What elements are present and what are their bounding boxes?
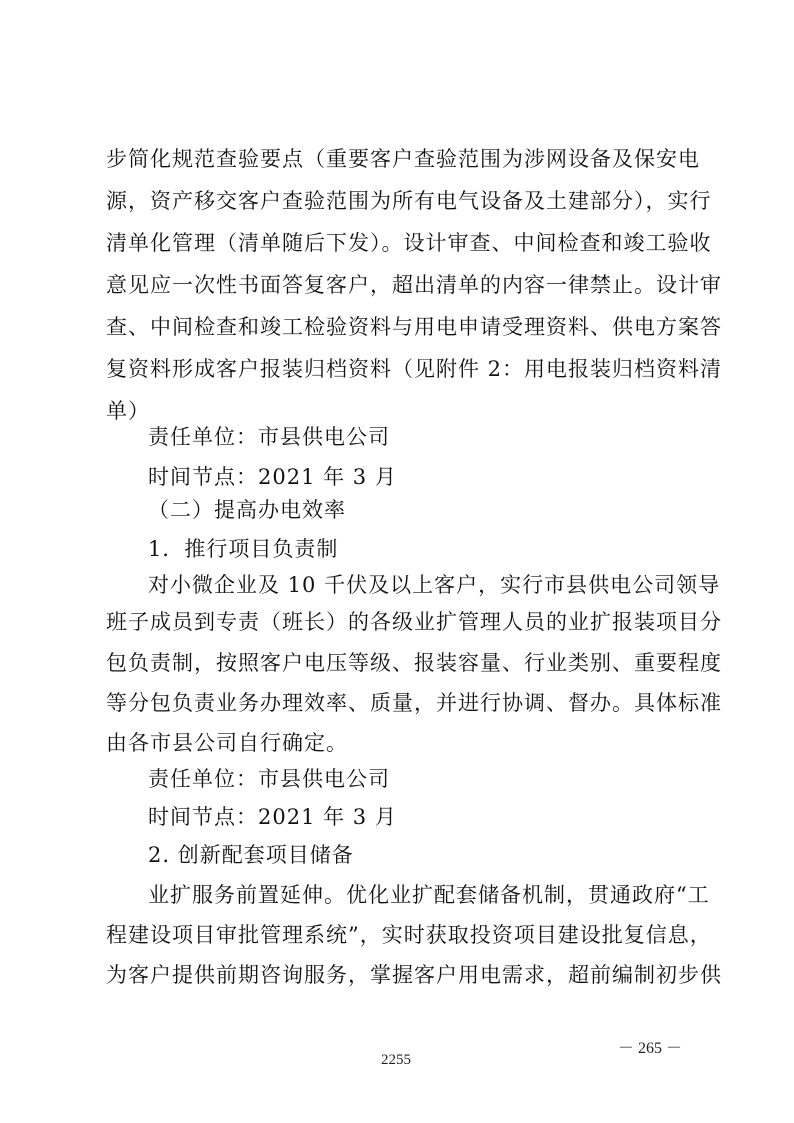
text-line: 清单化管理（清单随后下发）。设计审查、中间检查和竣工验收 (106, 231, 712, 255)
text-line: 查、中间检查和竣工检验资料与用电申请受理资料、供电方案答 (106, 315, 722, 339)
text-line: 单） (106, 399, 150, 423)
text-line: 由各市县公司自行确定。 (106, 731, 348, 755)
text-line: 对小微企业及 10 千伏及以上客户，实行市县供电公司领导 (148, 573, 721, 597)
responsible-unit: 责任单位：市县供电公司 (148, 425, 390, 449)
section-heading: （二）提高办电效率 (148, 498, 346, 522)
time-node: 时间节点：2021 年 3 月 (148, 805, 397, 829)
text-line: 步简化规范查验要点（重要客户查验范围为涉网设备及保安电 (106, 147, 700, 171)
subsection-heading: 2. 创新配套项目储备 (148, 843, 354, 867)
text-line: 为客户提供前期咨询服务，掌握客户用电需求，超前编制初步供 (106, 963, 722, 987)
text-line: 等分包负责业务办理效率、质量，并进行协调、督办。具体标准 (106, 691, 722, 715)
page-number: － 265 － (617, 1040, 682, 1057)
footer-number: 2255 (381, 1052, 411, 1068)
text-line: 包负责制，按照客户电压等级、报装容量、行业类别、重要程度 (106, 651, 722, 675)
subsection-heading: 1．推行项目负责制 (148, 537, 339, 561)
text-line: 业扩服务前置延伸。优化业扩配套储备机制，贯通政府“工 (148, 883, 710, 907)
time-node: 时间节点：2021 年 3 月 (148, 465, 397, 489)
text-line: 程建设项目审批管理系统”，实时获取投资项目建设批复信息， (106, 923, 712, 947)
text-line: 复资料形成客户报装归档资料（见附件 2：用电报装归档资料清 (106, 357, 723, 381)
text-line: 源，资产移交客户查验范围为所有电气设备及土建部分），实行 (106, 189, 712, 213)
responsible-unit: 责任单位：市县供电公司 (148, 767, 390, 791)
text-line: 意见应一次性书面答复客户，超出清单的内容一律禁止。设计审 (106, 273, 722, 297)
text-line: 班子成员到专责（班长）的各级业扩管理人员的业扩报装项目分 (106, 610, 722, 634)
